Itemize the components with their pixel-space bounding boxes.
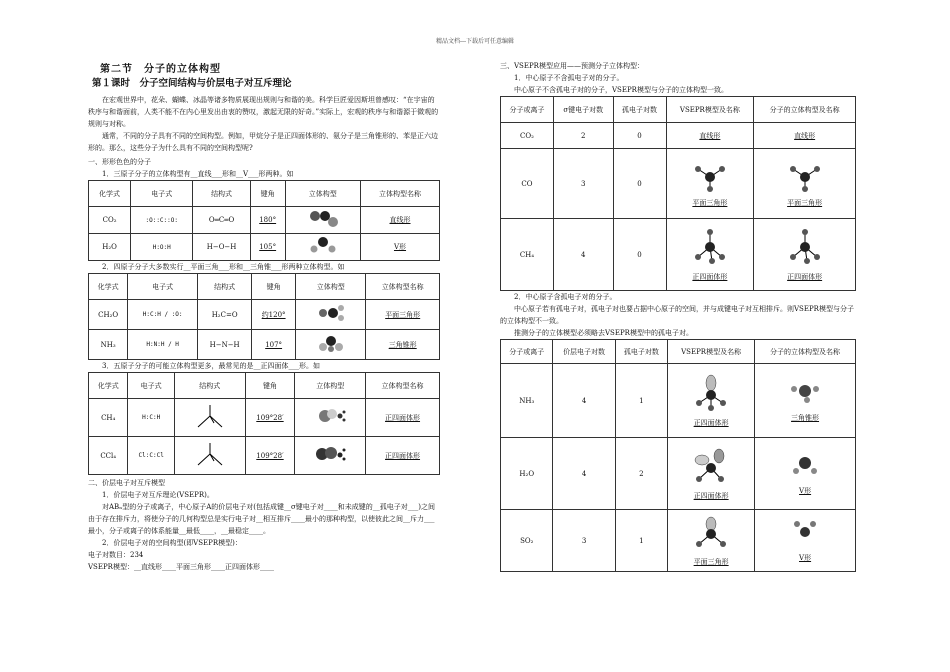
- cell-lone: 0: [613, 123, 666, 149]
- cell-lewis: H:C:H: [128, 399, 174, 437]
- cell-geometry: [755, 438, 856, 510]
- lone-pair-title: 2．中心原子含孤电子对的分子。: [514, 293, 617, 301]
- co2-model-image: [285, 207, 360, 234]
- cell-lewis: Cl:C:Cl: [128, 437, 174, 475]
- th-geometry: 分子的立体构型及名称: [755, 340, 856, 364]
- cell-lone: 1: [615, 364, 667, 438]
- vsepr-name: 正四面体形: [693, 491, 729, 500]
- th-angle: 键角: [252, 274, 296, 300]
- th-shape-name: 立体构型名称: [366, 274, 440, 300]
- th-formula: 化学式: [89, 181, 131, 207]
- cell-valence: 4: [553, 364, 615, 438]
- part2-heading: 二、价层电子对互斥模型: [88, 479, 165, 487]
- no-lone-pair-title: 1．中心原子不含孤电子对的分子。: [514, 74, 624, 82]
- pentatomic-table: [88, 372, 440, 475]
- vsepr-name: 平面三角形: [692, 198, 728, 207]
- th-molecule: 分子或离子: [501, 97, 554, 123]
- cell-valence: 3: [553, 510, 615, 572]
- geometry-name: V形: [799, 486, 812, 495]
- question-2: 2．四原子分子大多数实行__平面三角___形和__三角锥___形两种立体构型。如: [102, 263, 345, 271]
- cell-angle: 约120°: [252, 300, 296, 330]
- cell-lone: 2: [615, 438, 667, 510]
- part3-heading: 三、VSEPR模型应用——预测分子立体构型：: [500, 62, 644, 70]
- ch4-structure-image: [174, 399, 245, 437]
- question-3: 3．五原子分子的可能立体构型更多，最常见的是__正四面体___形。如: [102, 362, 320, 370]
- cell-lewis: H:N:H / H: [128, 330, 198, 360]
- lone-pair-note: 推测分子的立体模型必须略去VSEPR模型中的孤电子对。: [514, 329, 693, 337]
- th-valence: 价层电子对数: [553, 340, 615, 364]
- th-vsepr: VSEPR模型及名称: [668, 340, 755, 364]
- cell-molecule: H₂O: [501, 438, 553, 510]
- cell-lewis: H:C:H / :O:: [128, 300, 198, 330]
- th-shape-name: 立体构型名称: [366, 373, 440, 399]
- cell-angle: 105°: [250, 234, 285, 261]
- th-lewis: 电子式: [131, 181, 193, 207]
- tetratomic-table: [88, 273, 440, 360]
- cell-angle: 109°28′: [245, 437, 295, 475]
- geometry-name: 平面三角形: [787, 198, 823, 207]
- cell-molecule: CH₄: [501, 219, 554, 291]
- cell-molecule: CO: [501, 149, 554, 219]
- vsepr-intro: 1．价层电子对互斥理论(VSEPR)。: [102, 491, 214, 499]
- cell-shape-name: 正四面体形: [366, 437, 440, 475]
- vsepr-models: VSEPR模型：__直线形____平面三角形____正四面体形____: [88, 563, 274, 571]
- ccl4-structure-image: [174, 437, 245, 475]
- cell-vsepr: [666, 219, 754, 291]
- page-header: 精品文档---下载后可任意编辑: [435, 38, 515, 45]
- cell-formula: H₂O: [89, 234, 131, 261]
- h2o-model-image: [285, 234, 360, 261]
- cell-molecule: CO₂: [501, 123, 554, 149]
- cell-shape-name: 正四面体形: [366, 399, 440, 437]
- electron-pair-count: 电子对数目：234: [88, 551, 144, 559]
- geometry-name: 三角锥形: [791, 413, 820, 422]
- th-lewis: 电子式: [128, 373, 174, 399]
- vsepr-model-title: 2．价层电子对的空间构型(即VSEPR模型)：: [102, 539, 242, 547]
- th-molecule: 分子或离子: [501, 340, 553, 364]
- cell-vsepr: [668, 438, 755, 510]
- cell-lone: 0: [613, 149, 666, 219]
- cell-sigma: 2: [553, 123, 613, 149]
- cell-formula: CO₂: [89, 207, 131, 234]
- cell-geometry: [755, 364, 856, 438]
- cell-lone: 0: [613, 219, 666, 291]
- th-shape: 立体构型: [296, 274, 366, 300]
- cell-sigma: 3: [553, 149, 613, 219]
- th-angle: 键角: [250, 181, 285, 207]
- part1-heading: 一、形形色色的分子: [88, 158, 151, 166]
- no-lone-pair-table: [500, 96, 856, 291]
- cell-angle: 109°28′: [245, 399, 295, 437]
- th-lewis: 电子式: [128, 274, 198, 300]
- cell-vsepr: [666, 123, 754, 149]
- th-formula: 化学式: [89, 373, 128, 399]
- cell-shape-name: 直线形: [361, 207, 440, 234]
- vsepr-name: 平面三角形: [693, 557, 729, 566]
- right-column: [500, 60, 856, 572]
- cell-sigma: 4: [553, 219, 613, 291]
- ch4-model-image: [295, 399, 366, 437]
- geometry-name: 正四面体形: [787, 272, 823, 281]
- geometry-name: V形: [799, 553, 812, 562]
- th-formula: 化学式: [89, 274, 128, 300]
- th-shape-name: 立体构型名称: [361, 181, 440, 207]
- cell-angle: 180°: [250, 207, 285, 234]
- nh3-model-image: [296, 330, 366, 360]
- vsepr-name: 直线形: [699, 131, 721, 140]
- th-lone: 孤电子对数: [613, 97, 666, 123]
- intro-paragraph-2: 通常，不同的分子具有不同的空间构型。例如，甲烷分子是正四面体形的、氨分子是三角锥形的、苯是正六边形的。那么，这些分子为什么具有不同的空间构型呢?: [88, 132, 438, 152]
- vsepr-name: 正四面体形: [692, 272, 728, 281]
- cell-lewis: :O::C::O:: [131, 207, 193, 234]
- lone-pair-text: 中心原子若有孤电子对，孤电子对也要占据中心原子的空间，并与成键电子对互相排斥。则VSEPR模型与分子的立体构型不一致。: [500, 305, 854, 325]
- cell-vsepr: [666, 149, 754, 219]
- th-shape: 立体构型: [285, 181, 360, 207]
- cell-structure: H−N−H: [198, 330, 252, 360]
- vsepr-name: 正四面体形: [693, 418, 729, 427]
- cell-lone: 1: [615, 510, 667, 572]
- cell-shape-name: 平面三角形: [366, 300, 440, 330]
- cell-geometry: [754, 149, 856, 219]
- ccl4-model-image: [295, 437, 366, 475]
- th-geometry: 分子的立体构型及名称: [754, 97, 856, 123]
- left-column: [88, 60, 440, 573]
- cell-molecule: NH₃: [501, 364, 553, 438]
- cell-structure: H₂C=O: [198, 300, 252, 330]
- lone-pair-table: [500, 339, 856, 572]
- th-structure: 结构式: [174, 373, 245, 399]
- cell-geometry: [755, 510, 856, 572]
- th-angle: 键角: [245, 373, 295, 399]
- cell-structure: H−O−H: [193, 234, 250, 261]
- intro-paragraph-1: 在宏观世界中，花朵、蝴蝶、冰晶等诸多物质展现出规则与和谐的美。科学巨匠爱因斯坦曾感叹：“在宇宙的秩序与和谐面前，人类不能不在内心里发出由衷的赞叹，激起无限的好奇。”实际上，宏观的秩序与和谐源于微观的规则与对称。: [88, 96, 439, 128]
- cell-structure: O═C═O: [193, 207, 250, 234]
- no-lone-pair-text: 中心原子不含孤电子对的分子，VSEPR模型与分子的立体构型一致。: [514, 86, 728, 94]
- cell-molecule: SO₂: [501, 510, 553, 572]
- cell-geometry: [754, 219, 856, 291]
- cell-valence: 4: [553, 438, 615, 510]
- ch2o-model-image: [296, 300, 366, 330]
- cell-shape-name: V形: [361, 234, 440, 261]
- vsepr-paragraph: 对ABₙ型的分子或离子，中心原子A的价层电子对(包括成键__σ键电子对____和未成键的__孤电子对___)之间由于存在排斥力，将使分子的几何构型总是实行电子对__相互排斥____最小的那种构型，以使彼此之间__斥力___最小，分子或离子的体系能量__最低____，__最稳定____。: [88, 503, 436, 535]
- th-lone: 孤电子对数: [615, 340, 667, 364]
- cell-vsepr: [668, 510, 755, 572]
- th-shape: 立体构型: [295, 373, 366, 399]
- cell-angle: 107°: [252, 330, 296, 360]
- cell-lewis: H:O:H: [131, 234, 193, 261]
- question-1: 1．三原子分子的立体构型有__直线___形和__V___形两种。如: [102, 170, 294, 178]
- lesson-title: 第１课时 分子空间结构与价层电子对互斥理论: [92, 78, 292, 89]
- geometry-name: 直线形: [794, 131, 816, 140]
- cell-formula: CH₂O: [89, 300, 128, 330]
- triatomic-table: [88, 180, 440, 261]
- cell-formula: NH₃: [89, 330, 128, 360]
- section-title: 第二节 分子的立体构型: [100, 64, 221, 75]
- th-structure: 结构式: [198, 274, 252, 300]
- cell-geometry: [754, 123, 856, 149]
- th-structure: 结构式: [193, 181, 250, 207]
- th-sigma: σ键电子对数: [553, 97, 613, 123]
- cell-shape-name: 三角锥形: [366, 330, 440, 360]
- th-vsepr: VSEPR模型及名称: [666, 97, 754, 123]
- cell-formula: CH₄: [89, 399, 128, 437]
- cell-formula: CCl₄: [89, 437, 128, 475]
- cell-vsepr: [668, 364, 755, 438]
